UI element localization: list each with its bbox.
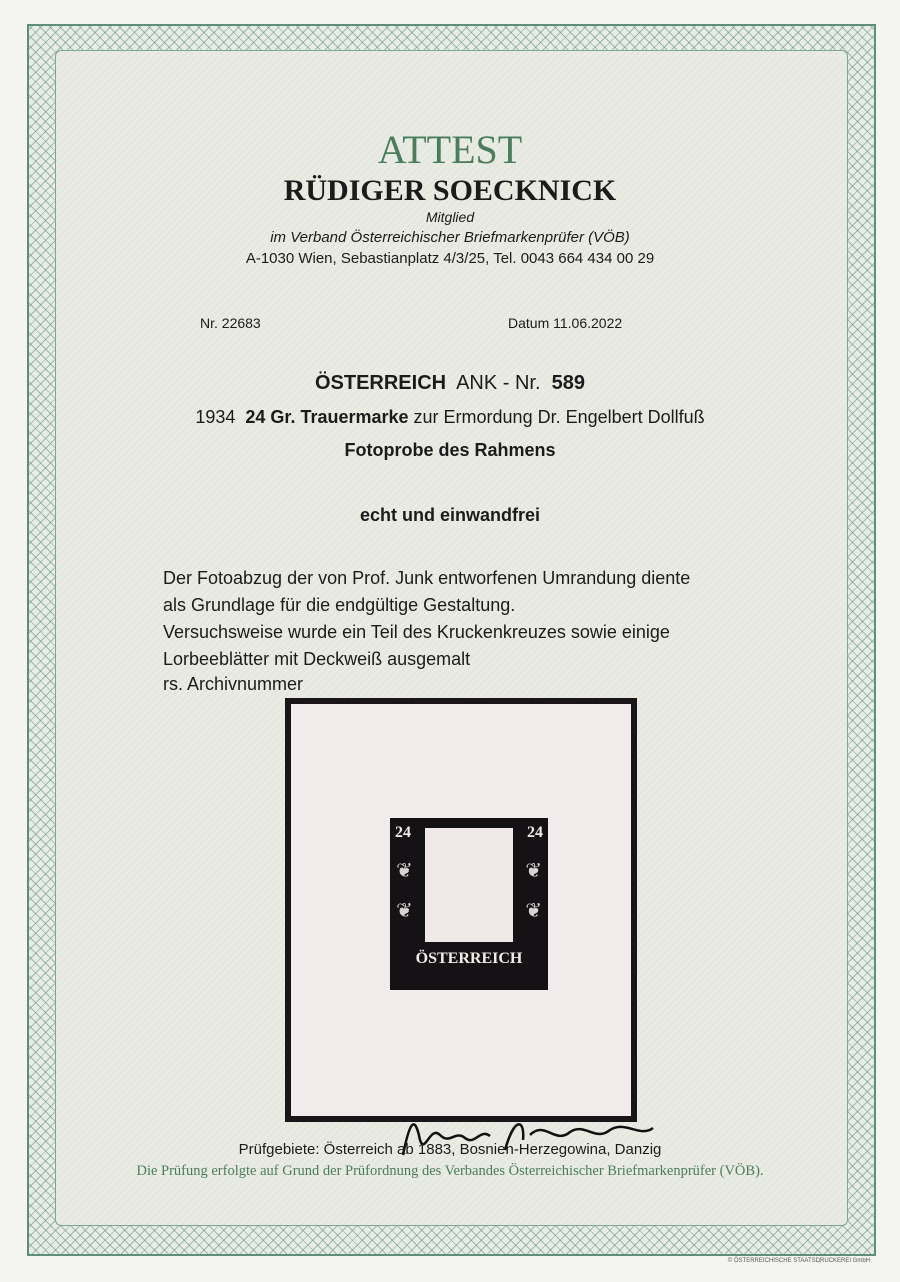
association-name: im Verband Österreichischer Briefmarkenprüfer (VÖB) [270, 229, 630, 246]
stamp-frame [390, 818, 548, 990]
certificate-title: ATTEST [377, 127, 523, 172]
certificate-number: Nr. 22683 [200, 315, 261, 331]
description-line: Der Fotoabzug der von Prof. Junk entworfenen Umrandung diente [163, 568, 691, 588]
occasion: zur Ermordung Dr. Engelbert Dollfuß [413, 407, 705, 427]
regulation-note: Die Prüfung erfolgte auf Grund der Prüfordnung des Verbandes Österreichischer Briefmarkenprüfer (VÖB). [136, 1163, 764, 1179]
laurel-icon: ❦ [396, 858, 413, 882]
laurel-icon: ❦ [525, 898, 542, 922]
laurel-icon: ❦ [396, 898, 413, 922]
membership-label: Mitglied [425, 209, 475, 225]
catalog-number: 589 [551, 372, 586, 394]
description-line: Lorbeeblätter mit Deckweiß ausgemalt [163, 649, 471, 669]
catalog-line [0, 372, 900, 395]
issue-year: 1934 [195, 407, 236, 427]
examiner-address: A-1030 Wien, Sebastianplatz 4/3/25, Tel. 0043 664 434 00 29 [245, 250, 655, 267]
laurel-icon: ❦ [525, 858, 542, 882]
printer-credit: © ÖSTERREICHISCHE STAATSDRUCKEREI GmbH [727, 1258, 870, 1264]
item-type: Fotoprobe des Rahmens [344, 440, 556, 460]
certificate-date: Datum 11.06.2022 [508, 315, 623, 331]
description-line: Versuchsweise wurde ein Teil des Kruckenkreuzes sowie einige [163, 622, 670, 642]
catalog-prefix: ANK - Nr. [456, 372, 541, 394]
value-right: 24 [527, 824, 543, 841]
stamp-country-text: ÖSTERREICH [415, 950, 523, 967]
stamp-name: 24 Gr. Trauermarke [245, 407, 409, 427]
examiner-name: RÜDIGER SOECKNICK [283, 174, 617, 207]
examination-fields: Prüfgebiete: Österreich ab 1883, Bosnien-Herzegowina, Danzig [238, 1141, 662, 1158]
description-line: rs. Archivnummer [163, 674, 304, 694]
country: ÖSTERREICH [314, 372, 447, 394]
verdict: echt und einwandfrei [359, 505, 541, 525]
stamp-description [0, 407, 900, 428]
value-left: 24 [395, 824, 411, 841]
description-line: als Grundlage für die endgültige Gestaltung. [163, 595, 516, 615]
stamp-proof-image [285, 698, 637, 1122]
